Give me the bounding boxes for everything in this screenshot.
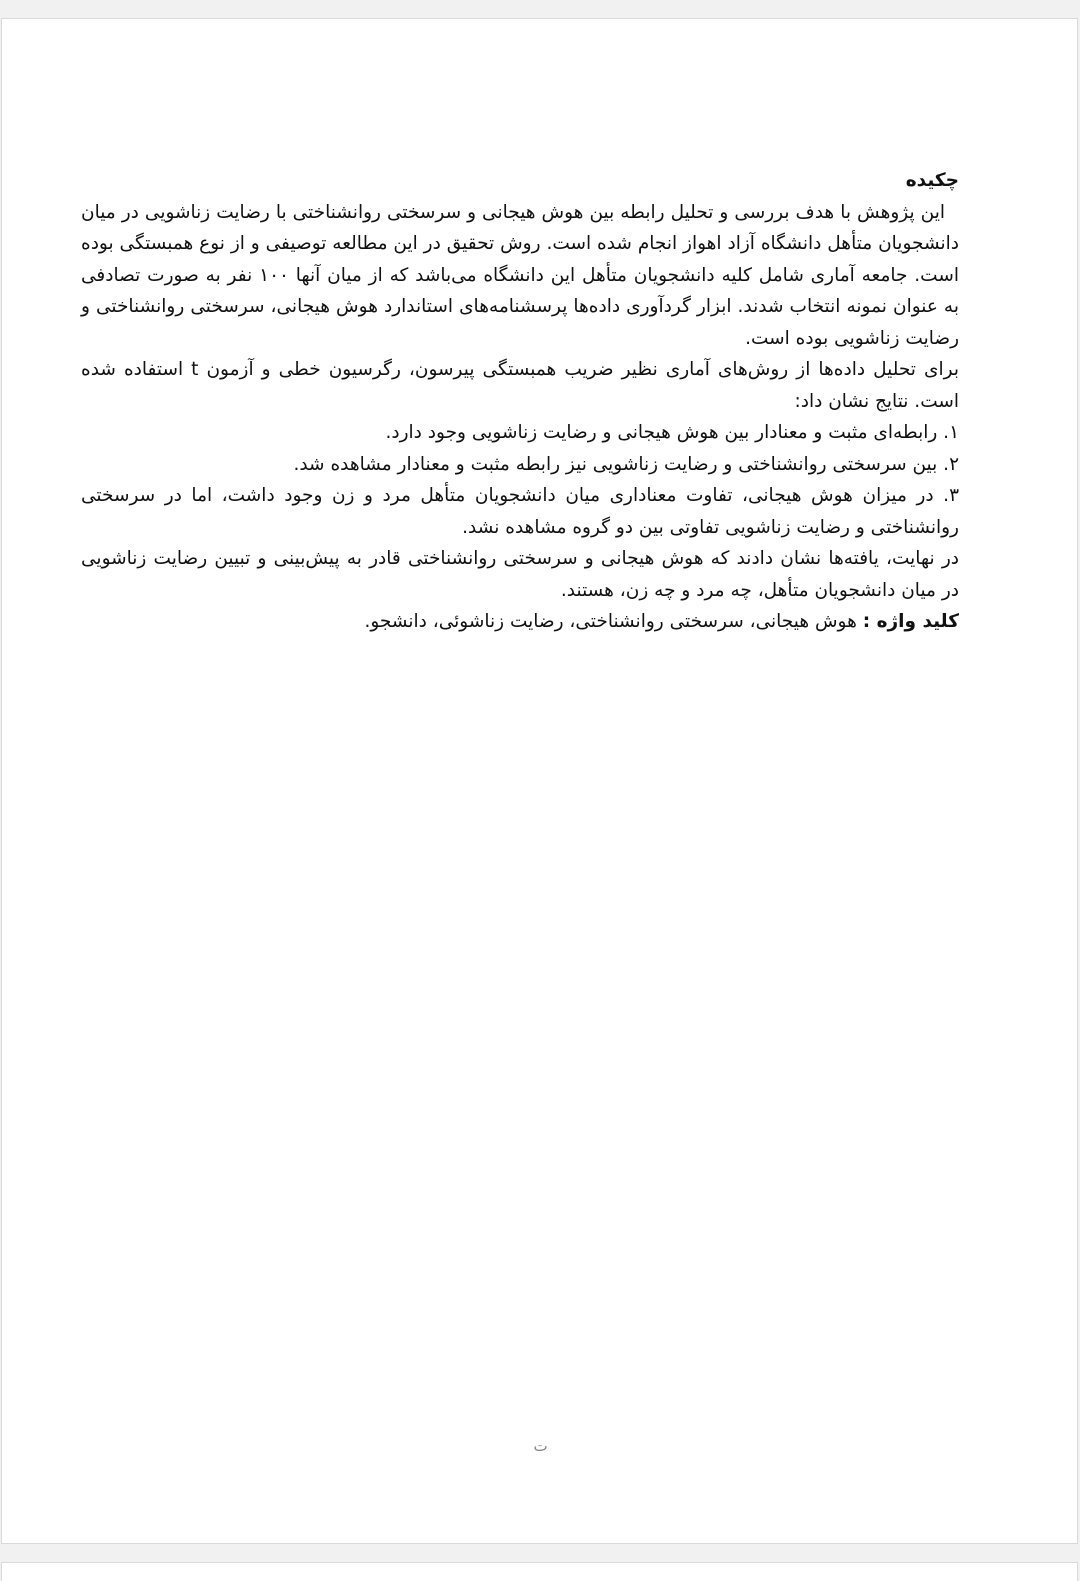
methods-paragraph: برای تحلیل داده‌ها از روش‌های آماری نظیر ضریب همبستگی پیرسون، رگرسیون خطی و آزمون t استفاده شده است. نتایج نشان داد: <box>81 359 959 412</box>
page-number: ت <box>533 1437 548 1455</box>
abstract-section <box>81 165 959 638</box>
document-page <box>1 18 1078 1544</box>
abstract-heading: چکیده <box>905 170 959 191</box>
next-page-edge <box>1 1562 1078 1581</box>
finding-item: ۲. بین سرسختی روانشناختی و رضایت زناشویی نیز رابطه مثبت و معنادار مشاهده شد. <box>293 453 959 475</box>
finding-item: ۳. در میزان هوش هیجانی، تفاوت معناداری میان دانشجویان متأهل مرد و زن وجود داشت، اما در سرسختی روانشناختی و رضایت زناشویی تفاوتی بین دو گروه مشاهده نشد. <box>81 485 959 538</box>
abstract-paragraph: این پژوهش با هدف بررسی و تحلیل رابطه بین هوش هیجانی و سرسختی روانشناختی با رضایت زناشویی در میان دانشجویان متأهل دانشگاه آزاد اهواز انجام شده است. روش تحقیق در این مطالعه توصیفی و از نوع همبستگی بوده است. جامعه آماری شامل کلیه دانشجویان متأهل این دانشگاه می‌باشد که از میان آنها ۱۰۰ نفر به صورت تصادفی به عنوان نمونه انتخاب شدند. ابزار گردآوری داده‌ها پرسشنامه‌های استاندارد هوش هیجانی، سرسختی روانشناختی و رضایت زناشویی بوده است. <box>81 201 959 349</box>
keywords-line <box>81 606 959 638</box>
conclusion-paragraph: در نهایت، یافته‌ها نشان دادند که هوش هیجانی و سرسختی روانشناختی قادر به پیش‌بینی و تبیین رضایت زناشویی در میان دانشجویان متأهل، چه مرد و چه زن، هستند. <box>81 548 959 601</box>
keywords-text: هوش هیجانی، سرسختی روانشناختی، رضایت زناشوئی، دانشجو. <box>364 611 857 632</box>
keywords-label: کلید واژه : <box>862 611 959 632</box>
finding-item: ۱. رابطه‌ای مثبت و معنادار بین هوش هیجانی و رضایت زناشویی وجود دارد. <box>385 422 959 443</box>
